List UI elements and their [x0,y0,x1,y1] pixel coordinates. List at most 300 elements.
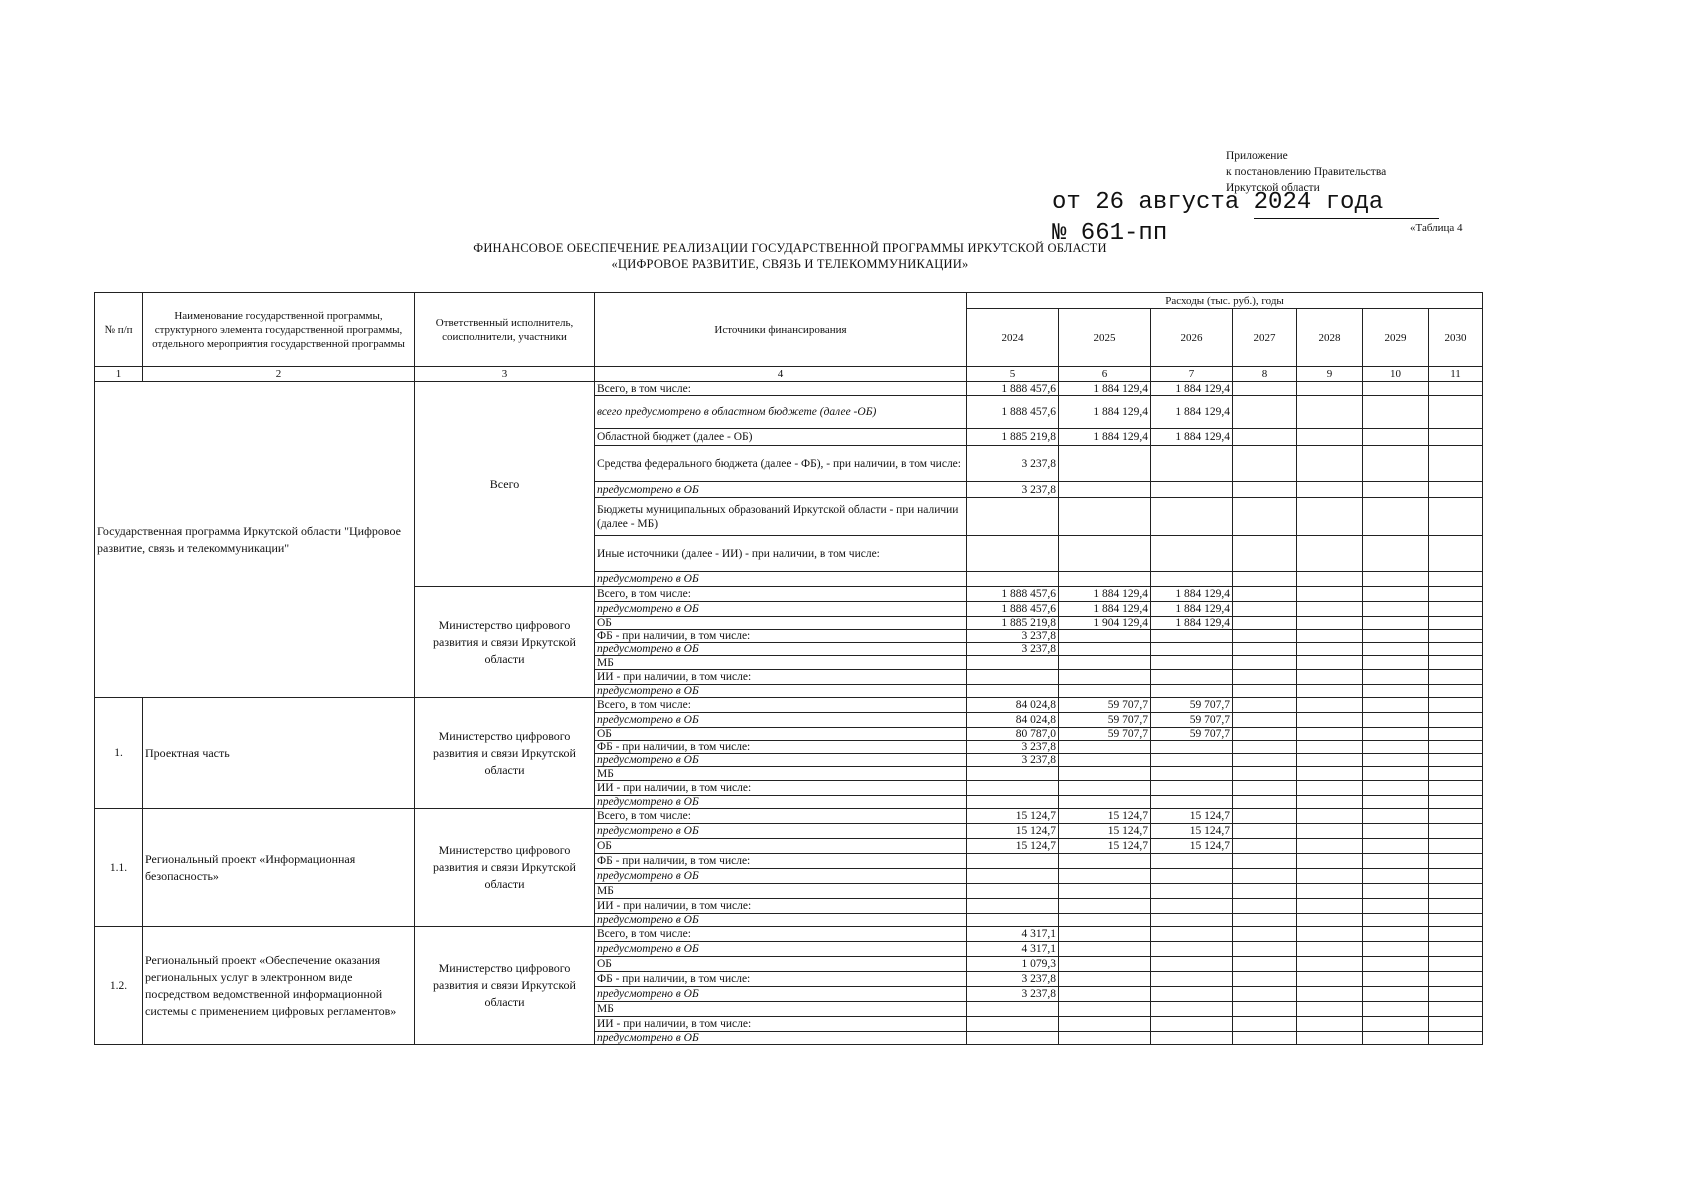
amount-cell: 3 237,8 [967,446,1059,482]
amount-cell [1151,446,1233,482]
amount-cell [1429,1002,1483,1017]
funding-source: предусмотрено в ОБ [595,824,967,839]
amount-cell: 3 237,8 [967,987,1059,1002]
column-index: 10 [1363,367,1429,382]
table-label: «Таблица 4 [1410,222,1463,234]
amount-cell [1363,630,1429,643]
funding-source: предусмотрено в ОБ [595,643,967,656]
table-row [95,382,1483,396]
amount-cell [1151,754,1233,767]
decree-date: от 26 августа [1052,189,1240,216]
amount-cell: 59 707,7 [1151,698,1233,713]
amount-cell: 1 888 457,6 [967,382,1059,396]
funding-source: предусмотрено в ОБ [595,942,967,957]
amount-cell [1363,824,1429,839]
amount-cell [1297,767,1363,781]
amount-cell [1233,854,1297,869]
amount-cell [1151,643,1233,656]
funding-source: ИИ - при наличии, в том числе: [595,899,967,914]
header-source: Источники финансирования [595,293,967,367]
amount-cell [1233,809,1297,824]
amount-cell [1059,572,1151,587]
amount-cell [1233,685,1297,698]
amount-cell [1363,741,1429,754]
column-index: 3 [415,367,595,382]
amount-cell [1429,809,1483,824]
amount-cell: 4 317,1 [967,942,1059,957]
amount-cell [1297,987,1363,1002]
funding-source: предусмотрено в ОБ [595,1032,967,1045]
amount-cell [1429,617,1483,630]
amount-cell [1059,987,1151,1002]
amount-cell [1429,382,1483,396]
amount-cell [1297,942,1363,957]
amount-cell [1363,446,1429,482]
amount-cell [1363,482,1429,498]
title-line-1: ФИНАНСОВОЕ ОБЕСПЕЧЕНИЕ РЕАЛИЗАЦИИ ГОСУДАРСТВЕННОЙ ПРОГРАММЫ ИРКУТСКОЙ ОБЛАСТИ [473,241,1107,255]
column-index: 5 [967,367,1059,382]
amount-cell [967,1032,1059,1045]
amount-cell [1233,656,1297,670]
funding-source: предусмотрено в ОБ [595,685,967,698]
amount-cell: 1 884 129,4 [1059,382,1151,396]
amount-cell [1151,741,1233,754]
funding-source: ОБ [595,617,967,630]
amount-cell [1233,630,1297,643]
funding-source: МБ [595,1002,967,1017]
amount-cell [1429,396,1483,429]
amount-cell [1297,741,1363,754]
amount-cell [1297,839,1363,854]
amount-cell [1297,824,1363,839]
amount-cell: 3 237,8 [967,630,1059,643]
amount-cell [1297,396,1363,429]
amount-cell: 84 024,8 [967,698,1059,713]
amount-cell [967,1017,1059,1032]
amount-cell [967,572,1059,587]
amount-cell [1297,670,1363,685]
amount-cell [1151,884,1233,899]
amount-cell [967,914,1059,927]
responsible-executor: Министерство цифрового развития и связи Иркутской области [415,809,595,927]
funding-source: ИИ - при наличии, в том числе: [595,1017,967,1032]
amount-cell [1363,587,1429,602]
amount-cell [1297,656,1363,670]
amount-cell [1429,927,1483,942]
amount-cell: 59 707,7 [1059,713,1151,728]
amount-cell [1363,987,1429,1002]
amount-cell: 1 888 457,6 [967,396,1059,429]
amount-cell [967,498,1059,536]
amount-cell [1151,572,1233,587]
amount-cell [1429,854,1483,869]
amount-cell [1363,572,1429,587]
amount-cell [1297,914,1363,927]
amount-cell: 1 884 129,4 [1151,617,1233,630]
amount-cell [1429,1017,1483,1032]
amount-cell: 1 884 129,4 [1151,602,1233,617]
funding-source: предусмотрено в ОБ [595,796,967,809]
responsible-executor: Министерство цифрового развития и связи Иркутской области [415,698,595,809]
document-title [440,240,1140,272]
header-year: 2025 [1059,309,1151,367]
amount-cell: 15 124,7 [967,809,1059,824]
amount-cell [1233,899,1297,914]
amount-cell [1363,957,1429,972]
funding-source: МБ [595,767,967,781]
funding-source: Всего, в том числе: [595,382,967,396]
amount-cell [1151,536,1233,572]
amount-cell [1363,617,1429,630]
amount-cell [1429,446,1483,482]
header-year: 2024 [967,309,1059,367]
funding-source: предусмотрено в ОБ [595,754,967,767]
amount-cell [1151,899,1233,914]
responsible-executor: Всего [415,382,595,587]
amount-cell [1363,899,1429,914]
amount-cell: 59 707,7 [1059,698,1151,713]
amount-cell [1233,754,1297,767]
amount-cell [967,869,1059,884]
funding-source: ФБ - при наличии, в том числе: [595,854,967,869]
amount-cell [1297,1032,1363,1045]
funding-source: Областной бюджет (далее - ОБ) [595,429,967,446]
header-year: 2027 [1233,309,1297,367]
amount-cell [1151,1002,1233,1017]
funding-source: ИИ - при наличии, в том числе: [595,670,967,685]
amount-cell [1429,536,1483,572]
amount-cell [1363,781,1429,796]
amount-cell [1151,796,1233,809]
amount-cell [1363,498,1429,536]
funding-source: ОБ [595,728,967,741]
amount-cell [1233,781,1297,796]
amount-cell [1151,914,1233,927]
column-index: 2 [143,367,415,382]
amount-cell [1233,796,1297,809]
amount-cell [967,1002,1059,1017]
amount-cell [1429,957,1483,972]
amount-cell [1429,670,1483,685]
amount-cell: 4 317,1 [967,927,1059,942]
amount-cell [1363,698,1429,713]
annex-line-2: к постановлению Правительства [1226,166,1387,178]
amount-cell [1233,728,1297,741]
header-year: 2029 [1363,309,1429,367]
amount-cell: 59 707,7 [1059,728,1151,741]
funding-source: Бюджеты муниципальных образований Иркутской области - при наличии (далее - МБ) [595,498,967,536]
amount-cell: 15 124,7 [967,839,1059,854]
amount-cell: 15 124,7 [1151,824,1233,839]
header-year: 2030 [1429,309,1483,367]
amount-cell [1059,781,1151,796]
amount-cell [1429,643,1483,656]
amount-cell [1297,1017,1363,1032]
amount-cell [1297,587,1363,602]
item-number: 1.2. [95,927,143,1045]
amount-cell [1297,617,1363,630]
amount-cell: 1 885 219,8 [967,617,1059,630]
amount-cell [1059,914,1151,927]
amount-cell [967,656,1059,670]
amount-cell: 3 237,8 [967,482,1059,498]
amount-cell [1059,670,1151,685]
amount-cell [1059,754,1151,767]
amount-cell: 1 884 129,4 [1151,587,1233,602]
amount-cell [1429,914,1483,927]
funding-source: предусмотрено в ОБ [595,482,967,498]
header-year: 2028 [1297,309,1363,367]
amount-cell [1233,670,1297,685]
amount-cell [1059,1002,1151,1017]
amount-cell [1233,382,1297,396]
amount-cell [1059,1032,1151,1045]
amount-cell: 84 024,8 [967,713,1059,728]
amount-cell [1151,498,1233,536]
amount-cell: 15 124,7 [1151,809,1233,824]
title-line-2: «ЦИФРОВОЕ РАЗВИТИЕ, СВЯЗЬ И ТЕЛЕКОММУНИКАЦИИ» [611,257,969,271]
amount-cell [1233,1017,1297,1032]
amount-cell [1233,1032,1297,1045]
column-index: 6 [1059,367,1151,382]
funding-source: ФБ - при наличии, в том числе: [595,630,967,643]
amount-cell: 1 884 129,4 [1059,602,1151,617]
funding-source: Всего, в том числе: [595,698,967,713]
amount-cell [1233,536,1297,572]
amount-cell [1429,630,1483,643]
amount-cell [1363,839,1429,854]
header-responsible: Ответственный исполнитель, соисполнители, участники [415,293,595,367]
column-index: 9 [1297,367,1363,382]
amount-cell [1429,987,1483,1002]
amount-cell [1059,498,1151,536]
amount-cell [1363,942,1429,957]
funding-source: Всего, в том числе: [595,587,967,602]
amount-cell [1233,602,1297,617]
amount-cell [1363,728,1429,741]
amount-cell [1233,824,1297,839]
amount-cell: 80 787,0 [967,728,1059,741]
amount-cell [1059,899,1151,914]
amount-cell [967,796,1059,809]
amount-cell: 1 888 457,6 [967,587,1059,602]
amount-cell [1151,630,1233,643]
header-year: 2026 [1151,309,1233,367]
amount-cell [1297,796,1363,809]
amount-cell [1363,429,1429,446]
annex-line-3: Иркутской области [1226,182,1320,194]
amount-cell [1429,602,1483,617]
amount-cell [1363,754,1429,767]
amount-cell: 3 237,8 [967,754,1059,767]
decree-year: 2024 года [1254,188,1439,219]
amount-cell: 1 079,3 [967,957,1059,972]
amount-cell [1429,884,1483,899]
amount-cell [1233,839,1297,854]
program-name: Государственная программа Иркутской области "Цифровое развитие, связь и телекоммуникации" [95,382,415,698]
amount-cell [1059,643,1151,656]
amount-cell [1363,1002,1429,1017]
amount-cell [1429,781,1483,796]
amount-cell [1151,987,1233,1002]
amount-cell [1233,429,1297,446]
amount-cell [1429,869,1483,884]
amount-cell: 59 707,7 [1151,728,1233,741]
amount-cell [1233,942,1297,957]
amount-cell [1233,396,1297,429]
amount-cell: 15 124,7 [1151,839,1233,854]
amount-cell [1233,884,1297,899]
amount-cell: 3 237,8 [967,643,1059,656]
amount-cell: 1 884 129,4 [1151,396,1233,429]
table-body [95,382,1483,1045]
amount-cell [967,685,1059,698]
amount-cell [1363,685,1429,698]
amount-cell [1151,972,1233,987]
funding-source: предусмотрено в ОБ [595,914,967,927]
amount-cell [1151,854,1233,869]
amount-cell [1151,656,1233,670]
amount-cell [1297,957,1363,972]
column-index: 8 [1233,367,1297,382]
amount-cell [1297,884,1363,899]
funding-source: ФБ - при наличии, в том числе: [595,972,967,987]
amount-cell [1363,1032,1429,1045]
amount-cell [1297,382,1363,396]
amount-cell [1151,942,1233,957]
amount-cell [1233,498,1297,536]
amount-cell [1059,656,1151,670]
amount-cell [1297,429,1363,446]
amount-cell [1297,643,1363,656]
amount-cell [1297,685,1363,698]
table-row [95,698,1483,713]
amount-cell: 1 884 129,4 [1151,382,1233,396]
column-index: 7 [1151,367,1233,382]
amount-cell [1297,809,1363,824]
amount-cell [1233,1002,1297,1017]
amount-cell [1059,972,1151,987]
amount-cell [1297,536,1363,572]
amount-cell [1363,854,1429,869]
amount-cell: 1 888 457,6 [967,602,1059,617]
amount-cell [1297,630,1363,643]
amount-cell [1151,869,1233,884]
amount-cell [1151,482,1233,498]
funding-source: предусмотрено в ОБ [595,987,967,1002]
header-num: № п/п [95,293,143,367]
amount-cell [1297,713,1363,728]
amount-cell [1233,987,1297,1002]
amount-cell [1429,482,1483,498]
amount-cell [1297,728,1363,741]
responsible-executor: Министерство цифрового развития и связи Иркутской области [415,587,595,698]
funding-source: Всего, в том числе: [595,927,967,942]
amount-cell: 1 904 129,4 [1059,617,1151,630]
amount-cell [1233,914,1297,927]
amount-cell [1363,869,1429,884]
amount-cell [1297,572,1363,587]
amount-cell [1233,972,1297,987]
amount-cell [1429,572,1483,587]
amount-cell [1363,796,1429,809]
amount-cell [1297,1002,1363,1017]
funding-source: МБ [595,884,967,899]
funding-source: ОБ [595,957,967,972]
amount-cell [1429,796,1483,809]
amount-cell [1059,482,1151,498]
amount-cell [1233,643,1297,656]
amount-cell [1363,536,1429,572]
amount-cell [1233,927,1297,942]
amount-cell [1297,754,1363,767]
amount-cell [1363,884,1429,899]
header-name: Наименование государственной программы, структурного элемента государственной программы, отдельного мероприятия государственной программы [143,293,415,367]
amount-cell [1151,927,1233,942]
amount-cell: 1 884 129,4 [1059,587,1151,602]
amount-cell [967,536,1059,572]
amount-cell [1363,670,1429,685]
amount-cell [1233,713,1297,728]
item-name: Региональный проект «Обеспечение оказания региональных услуг в электронном виде посредством ведомственной информационной системы с применением цифровых регламентов» [143,927,415,1045]
amount-cell [1233,767,1297,781]
amount-cell [1059,884,1151,899]
amount-cell [1429,824,1483,839]
amount-cell [1059,796,1151,809]
column-index: 4 [595,367,967,382]
amount-cell: 1 885 219,8 [967,429,1059,446]
decree-number: № 661-пп [1052,220,1168,247]
funding-source: ИИ - при наличии, в том числе: [595,781,967,796]
amount-cell [1233,617,1297,630]
amount-cell [1233,446,1297,482]
amount-cell [1151,767,1233,781]
funding-source: предусмотрено в ОБ [595,602,967,617]
amount-cell [1363,809,1429,824]
amount-cell [1363,1017,1429,1032]
amount-cell: 15 124,7 [1059,824,1151,839]
amount-cell [1297,698,1363,713]
amount-cell [1151,1017,1233,1032]
annex-line-1: Приложение [1226,150,1288,162]
amount-cell [1059,767,1151,781]
funding-source: всего предусмотрено в областном бюджете (далее -ОБ) [595,396,967,429]
amount-cell [1429,685,1483,698]
amount-cell [1059,446,1151,482]
table-row [95,809,1483,824]
amount-cell [1429,754,1483,767]
amount-cell [1363,396,1429,429]
amount-cell [1297,498,1363,536]
amount-cell [1233,482,1297,498]
amount-cell [1363,602,1429,617]
funding-source: ОБ [595,839,967,854]
amount-cell [1059,869,1151,884]
amount-cell [1059,927,1151,942]
amount-cell [1297,446,1363,482]
funding-source: Средства федерального бюджета (далее - ФБ), - при наличии, в том числе: [595,446,967,482]
amount-cell [1429,741,1483,754]
item-name: Региональный проект «Информационная безопасность» [143,809,415,927]
amount-cell [1233,741,1297,754]
funding-source: предусмотрено в ОБ [595,869,967,884]
amount-cell: 15 124,7 [1059,809,1151,824]
amount-cell [967,781,1059,796]
item-name: Проектная часть [143,698,415,809]
amount-cell [1297,854,1363,869]
amount-cell [1297,482,1363,498]
amount-cell [1233,572,1297,587]
